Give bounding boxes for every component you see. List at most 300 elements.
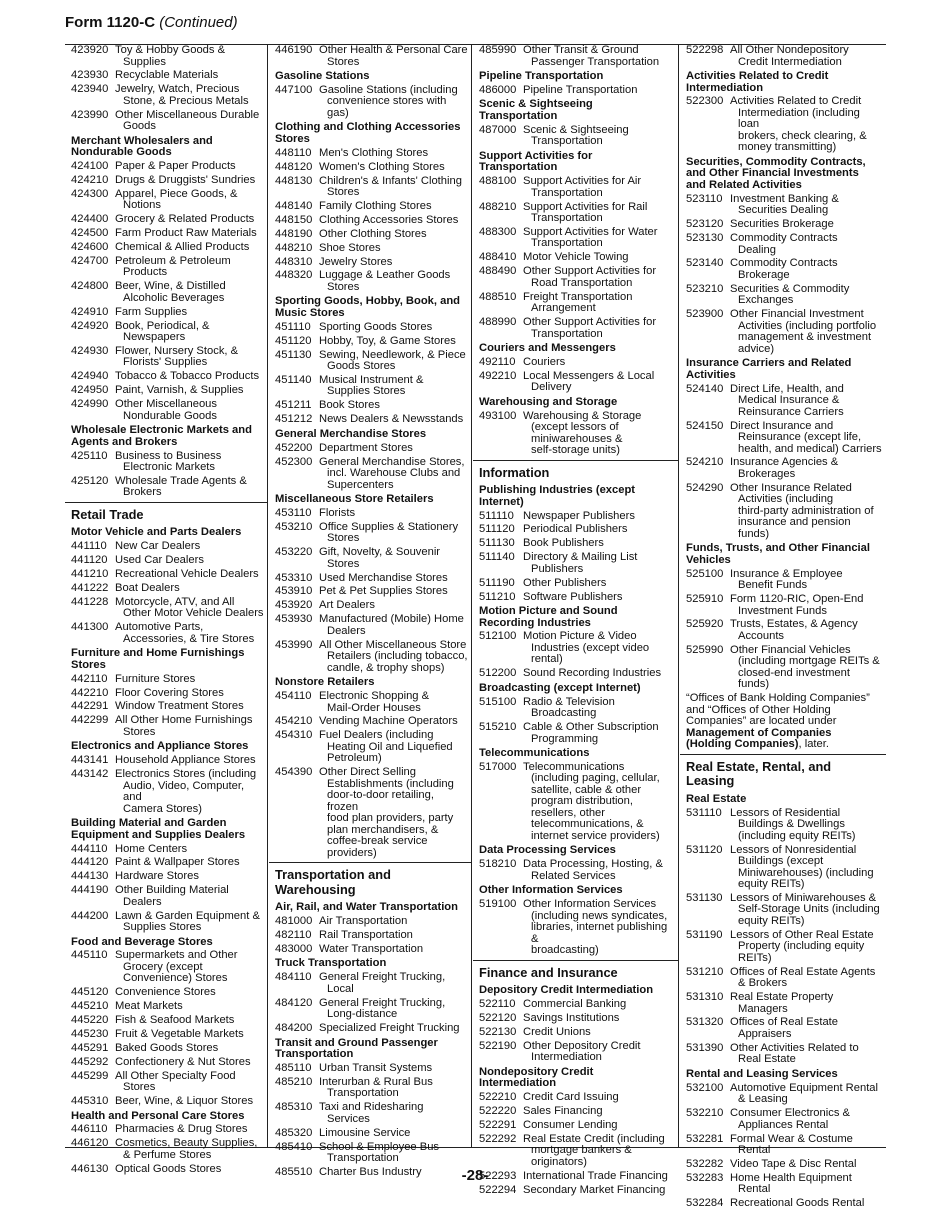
naics-code: 522210: [479, 1091, 517, 1104]
code-description: [319, 215, 468, 227]
code-row: [71, 885, 267, 908]
code-description: [523, 631, 675, 666]
code-row: [686, 45, 886, 68]
heading-line: Nonstore Retailers: [275, 676, 375, 689]
description-line: third-party administration of: [738, 504, 874, 517]
description-line: Gift, Novelty, & Souvenir: [319, 546, 441, 559]
subsection-heading: [479, 606, 674, 629]
code-description: [319, 1102, 468, 1125]
naics-code: 515100: [479, 695, 517, 708]
subsection-heading: [479, 343, 674, 355]
description-line: health, and medical) Carriers: [738, 442, 882, 455]
naics-code: 448150: [275, 213, 313, 226]
naics-code: 532284: [686, 1197, 724, 1210]
code-row: [71, 597, 267, 620]
subsection-heading: [275, 122, 467, 145]
description-line: (including paging, cellular,: [531, 772, 660, 785]
description-line: Cable & Other Subscription: [523, 721, 659, 734]
description-line: equity REITs): [738, 914, 805, 927]
heading-line: Equipment and Supplies Dealers: [71, 828, 246, 841]
code-row: [686, 258, 886, 281]
description-line: Formal Wear & Costume: [730, 1132, 853, 1145]
description-line: Goods: [123, 120, 156, 133]
description-line: Art Dealers: [319, 599, 375, 612]
subsection-heading: [686, 157, 882, 192]
description-line: Stores: [123, 1081, 156, 1094]
naics-code: 441210: [71, 568, 109, 581]
code-row: [71, 844, 267, 856]
description-line: Paper & Paper Products: [115, 160, 236, 173]
naics-code: 444110: [71, 842, 108, 855]
naics-code: 445310: [71, 1095, 109, 1108]
naics-code: 446110: [71, 1123, 108, 1136]
naics-code: 485110: [275, 1061, 312, 1074]
heading-line: Miscellaneous Store Retailers: [275, 493, 434, 506]
code-row: [275, 522, 471, 545]
naics-code: 453920: [275, 599, 313, 612]
code-description: [523, 371, 675, 394]
naics-code: 525100: [686, 567, 724, 580]
naics-code: 522120: [479, 1012, 517, 1025]
note-emphasis: Management of Companies: [686, 726, 832, 739]
code-row: [275, 414, 471, 426]
code-description: [319, 600, 468, 612]
code-description: [523, 357, 675, 369]
note-end: , later.: [798, 738, 829, 751]
section-heading: [269, 862, 471, 899]
code-description: [523, 538, 675, 550]
naics-code: 524210: [686, 456, 724, 469]
code-row: [275, 586, 471, 598]
description-line: Rental: [738, 1183, 771, 1196]
code-description: [115, 110, 264, 133]
code-description: [730, 893, 883, 928]
code-row: [479, 511, 678, 523]
code-description: [523, 317, 675, 340]
code-row: [71, 451, 267, 474]
description-line: (including mortgage REITs &: [738, 655, 880, 668]
code-row: [479, 85, 678, 97]
code-description: [730, 483, 883, 541]
code-row: [686, 483, 886, 541]
code-row: [686, 1017, 886, 1040]
naics-code: 488100: [479, 175, 517, 188]
naics-code: 448320: [275, 269, 313, 282]
naics-code: 445220: [71, 1014, 109, 1027]
code-description: [319, 45, 468, 68]
code-description: [319, 350, 468, 373]
naics-code: 454310: [275, 729, 313, 742]
code-description: [319, 257, 468, 269]
code-description: [115, 175, 264, 187]
naics-code: 423920: [71, 44, 109, 56]
subsection-heading: [71, 818, 263, 841]
code-row: [71, 70, 267, 82]
naics-code: 522291: [479, 1119, 517, 1131]
description-line: Women's Clothing Stores: [319, 160, 445, 173]
code-row: [71, 476, 267, 499]
holding-companies-note: [686, 693, 882, 751]
code-description: [730, 219, 883, 231]
code-description: [523, 1092, 675, 1104]
description-line: Recreational Vehicle Dealers: [115, 568, 259, 581]
code-description: [115, 161, 264, 173]
code-row: [479, 1041, 678, 1064]
naics-code: 454110: [275, 690, 312, 703]
description-line: Floor Covering Stores: [115, 686, 224, 699]
naics-code: 523900: [686, 308, 724, 321]
description-line: insurance and pension funds): [738, 516, 851, 540]
code-description: [523, 668, 675, 680]
code-description: [730, 1017, 883, 1040]
description-line: miniwarehouses &: [531, 432, 623, 445]
description-line: Secondary Market Financing: [523, 1183, 666, 1196]
description-line: internet service providers): [531, 829, 660, 842]
code-description: [115, 476, 264, 499]
code-description: [319, 336, 468, 348]
naics-code: 424300: [71, 187, 109, 200]
naics-code: 442110: [71, 672, 108, 685]
naics-code: 532282: [686, 1157, 724, 1170]
code-row: [686, 309, 886, 355]
heading-line: Health and Personal Care Stores: [71, 1109, 245, 1122]
code-row: [71, 755, 267, 767]
description-line: Clothing Accessories Stores: [319, 213, 459, 226]
description-line: Programming: [531, 732, 599, 745]
subsection-heading: [71, 741, 263, 753]
code-description: [730, 1043, 883, 1066]
code-row: [686, 967, 886, 990]
code-description: [115, 844, 264, 856]
description-line: Convenience Stores: [115, 986, 216, 999]
description-line: food plan providers, party: [327, 812, 454, 825]
code-row: [71, 321, 267, 344]
description-line: New Car Dealers: [115, 540, 201, 553]
description-line: Dealers: [123, 895, 162, 908]
description-line: convenience stores with gas): [327, 95, 447, 119]
description-line: Services: [327, 1112, 370, 1125]
description-line: Shoe Stores: [319, 241, 381, 254]
code-row: [71, 228, 267, 240]
code-row: [275, 1142, 471, 1165]
naics-code: 485310: [275, 1101, 313, 1114]
naics-code: 483000: [275, 942, 313, 955]
code-description: [319, 586, 468, 598]
description-line: Farm Product Raw Materials: [115, 227, 257, 240]
naics-code: 451140: [275, 373, 312, 386]
code-row: [479, 1134, 678, 1169]
description-line: Confectionery & Nut Stores: [115, 1055, 251, 1068]
description-line: Gasoline Stations (including: [319, 83, 458, 96]
naics-code: 517000: [479, 760, 517, 773]
description-line: School & Employee Bus: [319, 1140, 440, 1153]
heading-line: Broadcasting (except Internet): [479, 681, 641, 694]
description-line: Grocery & Related Products: [115, 213, 255, 226]
naics-code: 451211: [275, 399, 312, 412]
code-description: [319, 614, 468, 637]
code-row: [479, 578, 678, 590]
description-line: Other Activities Related to: [730, 1041, 859, 1054]
heading-line: Furniture and Home Furnishings: [71, 647, 245, 660]
code-description: [115, 228, 264, 240]
description-line: & Leasing: [738, 1093, 788, 1106]
description-line: Motor Vehicle Towing: [523, 251, 629, 264]
code-row: [71, 346, 267, 369]
code-description: [730, 194, 883, 217]
code-row: [275, 1128, 471, 1140]
description-line: Transportation: [531, 135, 603, 148]
naics-code: 451212: [275, 413, 313, 426]
description-line: Long-distance: [327, 1008, 398, 1021]
code-row: [479, 125, 678, 148]
subsection-heading: [71, 425, 263, 448]
description-line: Supercenters: [327, 478, 394, 491]
description-line: All Other Nondepository: [730, 44, 849, 56]
subsection-heading: [275, 296, 467, 319]
heading-line: Electronics and Appliance Stores: [71, 740, 249, 753]
naics-code: 485990: [479, 44, 517, 56]
description-line: Commodity Contracts: [730, 257, 838, 270]
code-row: [686, 594, 886, 617]
naics-code: 492210: [479, 369, 517, 382]
description-line: Automotive Parts,: [115, 621, 204, 634]
description-line: Newspaper Publishers: [523, 509, 635, 522]
code-row: [275, 691, 471, 714]
description-line: Cosmetics, Beauty Supplies,: [115, 1137, 258, 1150]
code-row: [686, 194, 886, 217]
code-row: [71, 1015, 267, 1027]
naics-code: 492110: [479, 355, 516, 368]
description-line: Drugs & Druggists' Sundries: [115, 173, 256, 186]
description-line: Newspapers: [123, 331, 186, 344]
description-line: Data Processing, Hosting, &: [523, 858, 663, 871]
naics-code: 453990: [275, 638, 313, 651]
code-row: [686, 569, 886, 592]
code-row: [479, 668, 678, 680]
heading-line: Publishing Industries (except: [479, 484, 636, 497]
code-description: [115, 242, 264, 254]
code-row: [479, 252, 678, 264]
table-column-1: [65, 44, 268, 1175]
code-row: [71, 569, 267, 581]
naics-code: 424940: [71, 370, 109, 383]
naics-code: 448310: [275, 255, 313, 268]
heading-line: Transportation and: [275, 867, 391, 883]
description-line: Stores: [327, 557, 360, 570]
description-line: management & investment: [738, 331, 872, 344]
code-row: [686, 1198, 886, 1210]
code-description: [319, 201, 468, 213]
naics-code: 511110: [479, 509, 514, 522]
description-line: Window Treatment Stores: [115, 700, 244, 713]
naics-code: 522292: [479, 1132, 517, 1145]
naics-code: 453110: [275, 506, 312, 519]
code-row: [275, 176, 471, 199]
code-description: [523, 859, 675, 882]
description-line: Goods Stores: [327, 360, 396, 373]
description-line: mortgage bankers &: [531, 1144, 632, 1157]
code-row: [275, 375, 471, 398]
naics-code: 511130: [479, 537, 515, 550]
description-line: Real Estate Credit (including: [523, 1132, 665, 1145]
table-column-4: [680, 44, 886, 1210]
code-description: [730, 845, 883, 891]
code-row: [275, 400, 471, 412]
description-line: Offices of Real Estate Agents: [730, 965, 876, 978]
description-line: Brokers: [123, 486, 162, 499]
code-row: [275, 998, 471, 1021]
description-line: Appliances Rental: [738, 1118, 829, 1131]
code-row: [686, 1134, 886, 1157]
description-line: Consumer Electronics &: [730, 1107, 850, 1120]
description-line: Brokerages: [738, 467, 796, 480]
naics-code: 448190: [275, 227, 313, 240]
description-line: Book, Periodical, &: [115, 319, 210, 332]
description-line: plan merchandisers, &: [327, 823, 439, 836]
description-line: Beer, Wine, & Liquor Stores: [115, 1095, 254, 1108]
description-line: Other Financial Investment: [730, 308, 864, 321]
code-row: [275, 1077, 471, 1100]
heading-line: Intermediation: [479, 1077, 557, 1090]
code-row: [479, 592, 678, 604]
naics-code: 522298: [686, 44, 724, 56]
code-row: [71, 399, 267, 422]
naics-code: 531190: [686, 928, 723, 941]
description-line: Delivery: [531, 381, 572, 394]
description-line: Property (including equity: [738, 940, 865, 953]
description-line: Directory & Mailing List: [523, 551, 638, 564]
code-row: [71, 1057, 267, 1069]
description-line: (except lessors of: [531, 421, 619, 434]
description-line: Establishments (including: [327, 777, 454, 790]
heading-line: and Other Financial Investments: [686, 167, 859, 180]
code-row: [71, 256, 267, 279]
description-line: Investment Funds: [738, 604, 827, 617]
code-row: [275, 350, 471, 373]
code-description: [523, 125, 675, 148]
description-line: Other Miscellaneous Durable: [115, 108, 260, 121]
code-description: [115, 281, 264, 304]
description-line: Other Motor Vehicle Dealers: [123, 607, 264, 620]
code-description: [115, 321, 264, 344]
code-row: [275, 767, 471, 859]
description-line: Convenience) Stores: [123, 972, 228, 985]
description-line: Trusts, Estates, & Agency: [730, 618, 858, 631]
code-row: [71, 701, 267, 713]
heading-line: and Related Activities: [686, 178, 802, 191]
naics-code: 522190: [479, 1039, 517, 1052]
description-line: advice): [738, 342, 775, 355]
description-line: Industries (except video: [531, 641, 650, 654]
description-line: Rental: [738, 1144, 771, 1157]
heading-line: Warehousing: [275, 881, 356, 897]
naics-code: 523130: [686, 232, 724, 245]
code-row: [275, 201, 471, 213]
code-description: [115, 1043, 264, 1055]
naics-code: 424100: [71, 160, 109, 173]
code-description: [523, 1013, 675, 1025]
naics-code: 511120: [479, 523, 515, 536]
code-row: [275, 640, 471, 675]
code-description: [523, 45, 675, 68]
naics-code: 531320: [686, 1016, 724, 1029]
description-line: Self-Storage Units (including: [738, 903, 880, 916]
description-line: All Other Miscellaneous Store: [319, 638, 467, 651]
description-line: General Merchandise Stores,: [319, 455, 465, 468]
description-line: program distribution,: [531, 795, 633, 808]
code-row: [275, 573, 471, 585]
code-description: [115, 674, 264, 686]
description-line: Urban Transit Systems: [319, 1061, 433, 1074]
description-line: Transportation: [327, 1152, 399, 1165]
code-description: [319, 573, 468, 585]
description-line: Local Messengers & Local: [523, 369, 655, 382]
naics-code: 515210: [479, 721, 517, 734]
code-row: [71, 688, 267, 700]
naics-code: 446130: [71, 1162, 109, 1175]
description-line: Insurance & Employee: [730, 567, 843, 580]
naics-code: 485210: [275, 1075, 313, 1088]
description-line: Luggage & Leather Goods: [319, 269, 451, 282]
description-line: Sewing, Needlework, & Piece: [319, 348, 466, 361]
code-description: [523, 552, 675, 575]
heading-line: Food and Beverage Stores: [71, 935, 213, 948]
code-row: [275, 716, 471, 728]
code-description: [115, 701, 264, 713]
code-row: [686, 1083, 886, 1106]
description-line: Mail-Order Houses: [327, 701, 421, 714]
code-description: [115, 399, 264, 422]
naics-code: 484110: [275, 971, 312, 984]
code-row: [275, 322, 471, 334]
heading-line: Pipeline Transportation: [479, 70, 604, 82]
code-row: [71, 242, 267, 254]
description-line: Other Publishers: [523, 576, 607, 589]
description-line: closed-end investment funds): [738, 666, 850, 691]
code-description: [319, 691, 468, 714]
description-line: Stores: [327, 186, 360, 199]
description-line: Other Financial Vehicles: [730, 643, 851, 656]
code-description: [115, 256, 264, 279]
naics-code: 423990: [71, 108, 109, 121]
code-row: [479, 1185, 678, 1197]
description-line: Supermarkets and Other: [115, 949, 238, 962]
description-line: Stores: [327, 532, 360, 545]
code-description: [523, 1185, 675, 1197]
heading-line: Wholesale Electronic Markets and: [71, 424, 252, 437]
description-line: equity REITs): [738, 878, 805, 891]
code-row: [275, 215, 471, 227]
code-row: [686, 219, 886, 231]
heading-line: Nondepository Credit: [479, 1065, 594, 1078]
code-description: [523, 411, 675, 457]
naics-code: 486000: [479, 83, 517, 96]
description-line: Road Transportation: [531, 276, 633, 289]
code-description: [523, 1106, 675, 1118]
code-row: [686, 992, 886, 1015]
naics-code: 445291: [71, 1041, 109, 1054]
code-description: [115, 622, 264, 645]
code-description: [319, 85, 468, 120]
code-description: [115, 214, 264, 226]
naics-code: 442299: [71, 714, 109, 727]
code-row: [686, 808, 886, 843]
code-description: [115, 1071, 264, 1094]
heading-line: Depository Credit Intermediation: [479, 984, 654, 997]
section-heading: [680, 754, 886, 791]
description-line: Other Support Activities for: [523, 316, 657, 329]
code-row: [71, 769, 267, 815]
